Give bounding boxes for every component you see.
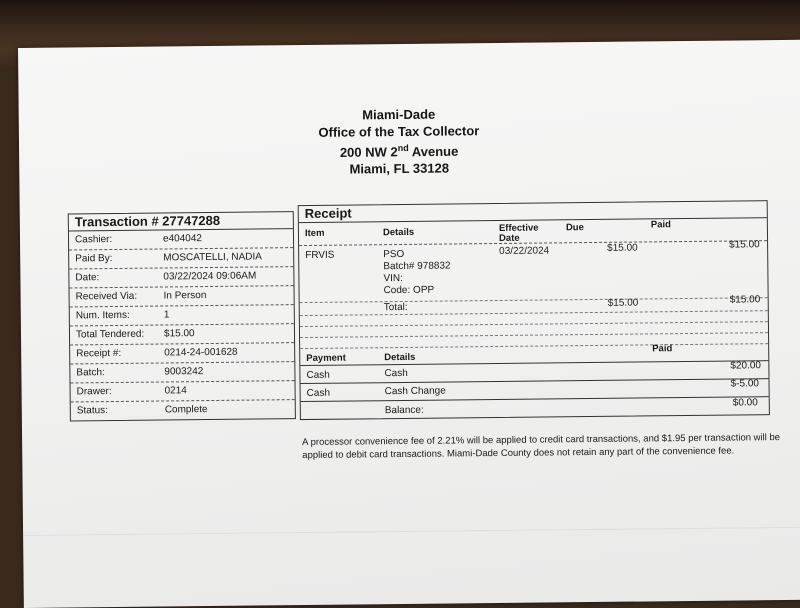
col-details: Details <box>382 226 415 239</box>
field-label: Paid By: <box>75 253 113 265</box>
col-date: Date <box>498 232 520 244</box>
field-value: 0214 <box>164 385 187 397</box>
field-value: $15.00 <box>163 328 195 340</box>
total-label: Total: <box>383 301 408 314</box>
transaction-row <box>71 381 295 402</box>
field-label: Batch: <box>76 367 105 379</box>
field-label: Received Via: <box>75 290 138 303</box>
col-paid: Paid <box>650 219 672 231</box>
transaction-row <box>70 343 294 364</box>
header-street-number: 200 NW 2 <box>339 144 398 160</box>
header-office: Office of the Tax Collector <box>318 123 480 140</box>
receipt-panel <box>298 200 770 420</box>
total-due: $15.00 <box>607 297 639 309</box>
field-label: Cashier: <box>74 234 113 246</box>
transaction-title: Transaction # 27747288 <box>69 212 293 231</box>
transaction-row <box>70 305 294 326</box>
transaction-row <box>71 400 295 420</box>
field-label: Date: <box>75 272 100 284</box>
field-value: Complete <box>164 404 208 416</box>
col-payment-paid: Paid <box>652 343 673 355</box>
receipt-paper <box>18 40 800 608</box>
transaction-panel <box>68 211 296 421</box>
tax-collector-header <box>19 102 780 181</box>
field-value: 0214-24-001628 <box>164 346 238 359</box>
transaction-row <box>69 229 293 250</box>
item-code: FRVIS <box>305 249 335 262</box>
col-due: Due <box>565 222 584 234</box>
item-detail: PSO <box>383 248 405 261</box>
field-label: Num. Items: <box>75 309 130 322</box>
receipt-title: Receipt <box>299 201 767 223</box>
payment-amount: $-5.00 <box>730 378 759 390</box>
item-due: $15.00 <box>607 242 638 254</box>
item-detail: VIN: <box>383 272 403 285</box>
field-label: Receipt #: <box>76 347 122 360</box>
item-detail: Batch# 978832 <box>383 260 451 273</box>
field-value: 03/22/2024 09:06AM <box>163 270 257 283</box>
transaction-row <box>70 362 294 383</box>
header-street-name: Avenue <box>408 143 459 160</box>
col-payment-details: Details <box>384 351 416 364</box>
field-label: Total Tendered: <box>75 328 145 341</box>
balance-amount: $0.00 <box>732 397 758 409</box>
item-detail: Code: OPP <box>383 284 435 297</box>
field-value: In Person <box>163 290 207 302</box>
field-value: 1 <box>163 309 170 321</box>
payment-detail: Cash <box>384 367 408 380</box>
receipt-line-item <box>299 239 768 306</box>
field-value: e404042 <box>162 233 203 245</box>
field-label: Status: <box>76 405 108 417</box>
payment-detail: Cash Change <box>384 385 446 398</box>
payment-type: Cash <box>306 387 331 399</box>
item-effective-date: 03/22/2024 <box>499 245 550 257</box>
col-payment: Payment <box>306 352 346 364</box>
field-label: Drawer: <box>76 386 112 398</box>
transaction-row <box>69 248 293 269</box>
header-county: Miami-Dade <box>362 106 436 123</box>
field-value: MOSCATELLI, NADIA <box>163 251 262 264</box>
transaction-row <box>70 324 294 345</box>
header-street-suffix: nd <box>397 142 409 154</box>
transaction-row <box>69 267 293 288</box>
payment-type: Cash <box>306 369 330 381</box>
transaction-row <box>70 286 294 307</box>
convenience-fee-note: A processor convenience fee of 2.21% will be applied to credit card transactions, and $1.95 per transaction will be applied to debit card transactions. Miami-Dade County does not retain any part of the convenience fee. <box>302 432 781 462</box>
payment-row <box>301 397 769 419</box>
col-effective: Effective <box>498 222 539 234</box>
payment-amount: $20.00 <box>730 360 762 372</box>
col-item: Item <box>304 227 325 240</box>
paper-fold-line <box>23 527 800 536</box>
header-city: Miami, FL 33128 <box>349 160 450 177</box>
field-value: 9003242 <box>164 366 204 378</box>
total-paid: $15.00 <box>729 294 761 306</box>
item-paid: $15.00 <box>729 239 760 251</box>
balance-label: Balance: <box>384 404 424 417</box>
